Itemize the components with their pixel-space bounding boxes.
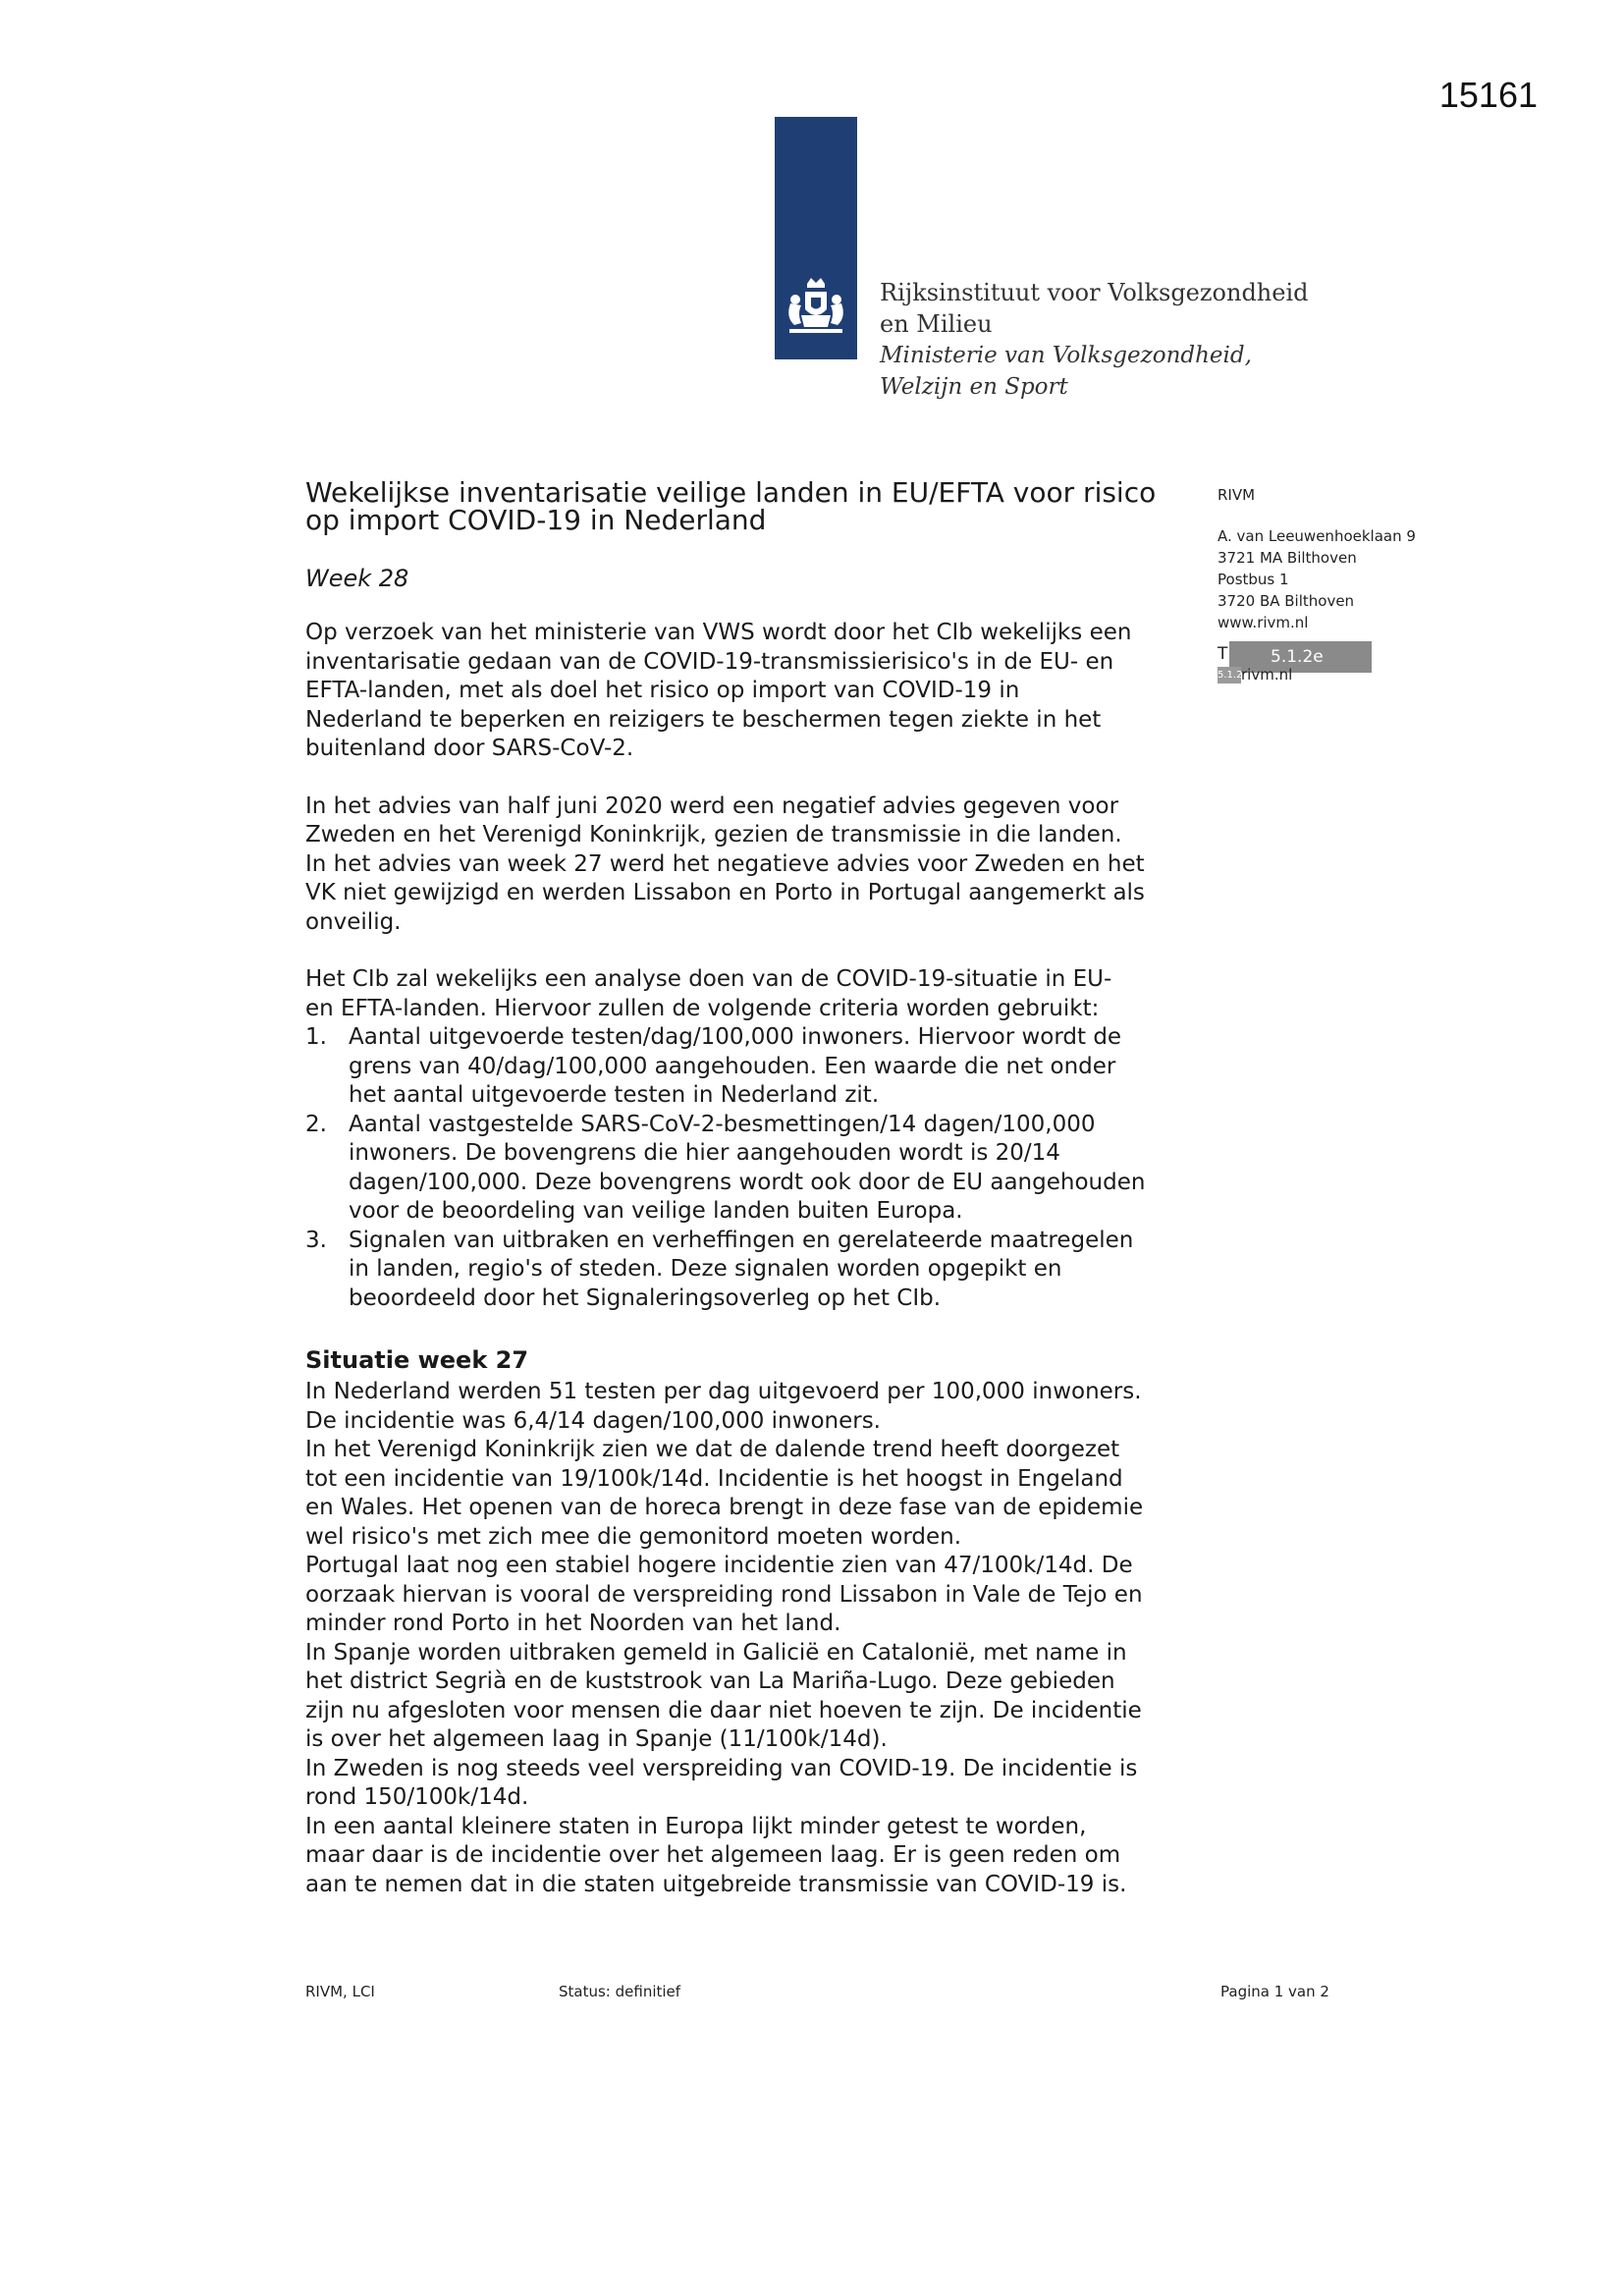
- document-title: [305, 476, 1194, 536]
- coat-of-arms-icon: [782, 274, 850, 341]
- text-line: en Wales. Het openen van de horeca brengt in deze fase van de epidemie: [305, 1495, 1144, 1520]
- text-line: Signalen van uitbraken en verheffingen en gerelateerde maatregelen: [349, 1227, 1134, 1253]
- sidebar-address-line: 3720 BA Bilthoven: [1218, 592, 1355, 610]
- text-line: In Zweden is nog steeds veel verspreiding van COVID-19. De incidentie is: [305, 1755, 1138, 1781]
- text-line: In Spanje worden uitbraken gemeld in Galicië en Catalonië, met name in: [305, 1639, 1127, 1666]
- text-line: Aantal vastgestelde SARS-CoV-2-besmettingen/14 dagen/100,000: [349, 1111, 1096, 1137]
- text-line: aan te nemen dat in die staten uitgebreide transmissie van COVID-19 is.: [305, 1871, 1127, 1897]
- text-line: is over het algemeen laag in Spanje (11/100k/14d).: [305, 1726, 888, 1752]
- text-line: Portugal laat nog een stabiel hogere incidentie zien van 47/100k/14d. De: [305, 1553, 1133, 1578]
- page-number: 15161: [1438, 75, 1538, 115]
- text-line: het aantal uitgevoerde testen in Nederland zit.: [349, 1082, 880, 1108]
- text-line: dagen/100,000. Deze bovengrens wordt ook door de EU aangehouden: [349, 1169, 1146, 1195]
- sidebar-address: [1218, 484, 1416, 685]
- footer-page-number: Pagina 1 van 2: [1220, 1983, 1329, 2000]
- phone-row: [1218, 641, 1416, 667]
- footer-org: RIVM, LCI: [305, 1983, 375, 2000]
- text-line: maar daar is de incidentie over het algemeen laag. Er is geen reden om: [305, 1842, 1121, 1868]
- criteria-item: [305, 1111, 1194, 1227]
- criteria-number: 3.: [305, 1227, 327, 1253]
- phone-label: T: [1218, 644, 1228, 664]
- text-line: voor de beoordeling van veilige landen buiten Europa.: [349, 1198, 963, 1224]
- sidebar-address-line: 3721 MA Bilthoven: [1218, 549, 1357, 567]
- criteria-text: [349, 1023, 1121, 1111]
- ministry-line-2: Welzijn en Sport: [880, 374, 1068, 400]
- text-line: Nederland te beperken en reizigers te beschermen tegen ziekte in het: [305, 706, 1102, 733]
- text-line: EFTA-landen, met als doel het risico op import van COVID-19 in: [305, 678, 1020, 703]
- text-line: VK niet gewijzigd en werden Lissabon en Porto in Portugal aangemerkt als: [305, 880, 1145, 905]
- text-line: In Nederland werden 51 testen per dag uitgevoerd per 100,000 inwoners.: [305, 1379, 1142, 1404]
- text-line: Zweden en het Verenigd Koninkrijk, gezien de transmissie in die landen.: [305, 822, 1122, 847]
- email-row: [1218, 664, 1416, 685]
- text-line: De incidentie was 6,4/14 dagen/100,000 inwoners.: [305, 1407, 881, 1434]
- footer-status: Status: definitief: [559, 1983, 681, 2000]
- text-line: rond 150/100k/14d.: [305, 1784, 529, 1810]
- criteria-text: [349, 1111, 1145, 1227]
- text-line: Op verzoek van het ministerie van VWS wordt door het CIb wekelijks een: [305, 620, 1132, 645]
- intro-paragraph: [305, 619, 1194, 764]
- text-line: In het advies van half juni 2020 werd een negatief advies gegeven voor: [305, 793, 1119, 819]
- criteria-intro-paragraph: [305, 965, 1194, 1023]
- text-line: grens van 40/dag/100,000 aangehouden. Een waarde die net onder: [349, 1053, 1116, 1079]
- main-content: [305, 476, 1194, 1899]
- text-line: inwoners. De bovengrens die hier aangehouden wordt is 20/14: [349, 1140, 1060, 1166]
- ministry-line-1: Ministerie van Volksgezondheid,: [880, 343, 1252, 368]
- sidebar-website: www.rivm.nl: [1218, 614, 1309, 631]
- text-line: en EFTA-landen. Hiervoor zullen de volgende criteria worden gebruikt:: [305, 995, 1100, 1021]
- text-line: zijn nu afgesloten voor mensen die daar niet hoeven te zijn. De incidentie: [305, 1697, 1142, 1723]
- text-line: in landen, regio's of steden. Deze signalen worden opgepikt en: [349, 1256, 1062, 1282]
- situation-paragraph: [305, 1378, 1194, 1899]
- text-line: beoordeeld door het Signaleringsoverleg op het CIb.: [349, 1285, 942, 1311]
- section-heading: Situatie week 27: [305, 1346, 529, 1374]
- criteria-list: [305, 1023, 1194, 1313]
- logo-bar: [775, 117, 857, 359]
- text-line: In het advies van week 27 werd het negatieve advies voor Zweden en het: [305, 850, 1145, 877]
- week-label: Week 28: [305, 565, 409, 592]
- email-domain: rivm.nl: [1241, 666, 1293, 683]
- text-line: Het CIb zal wekelijks een analyse doen van de COVID-19-situatie in EU-: [305, 966, 1112, 992]
- text-line: Aantal uitgevoerde testen/dag/100,000 inwoners. Hiervoor wordt de: [349, 1024, 1122, 1050]
- sidebar-address-line: A. van Leeuwenhoeklaan 9: [1218, 527, 1416, 545]
- criteria-item: [305, 1227, 1194, 1314]
- criteria-text: [349, 1227, 1133, 1314]
- text-line: inventarisatie gedaan van de COVID-19-transmissierisico's in de EU- en: [305, 648, 1114, 675]
- criteria-item: [305, 1023, 1194, 1111]
- title-line: op import COVID-19 in Nederland: [305, 504, 767, 536]
- text-line: tot een incidentie van 19/100k/14d. Incidentie is het hoogst in Engeland: [305, 1465, 1123, 1492]
- text-line: In het Verenigd Koninkrijk zien we dat de dalende trend heeft doorgezet: [305, 1437, 1120, 1462]
- text-line: minder rond Porto in het Noorden van het land.: [305, 1611, 841, 1636]
- sidebar-org: RIVM: [1218, 486, 1256, 504]
- text-line: wel risico's met zich mee die gemonitord moeten worden.: [305, 1523, 962, 1550]
- text-line: het district Segrià en de kuststrook van La Mariña-Lugo. Deze gebieden: [305, 1668, 1115, 1694]
- text-line: onveilig.: [305, 908, 402, 935]
- redaction-box: 5.1.2e: [1229, 641, 1372, 673]
- redaction-box: 5.1.2e: [1218, 667, 1241, 683]
- sidebar-postbus: Postbus 1: [1218, 571, 1289, 588]
- advice-paragraph: [305, 793, 1194, 938]
- title-line: Wekelijkse inventarisatie veilige landen in EU/EFTA voor risico: [305, 476, 1157, 509]
- org-line-2: en Milieu: [880, 310, 993, 338]
- criteria-number: 1.: [305, 1024, 327, 1050]
- text-line: oorzaak hiervan is vooral de verspreiding rond Lissabon in Vale de Tejo en: [305, 1581, 1143, 1608]
- text-line: In een aantal kleinere staten in Europa lijkt minder getest te worden,: [305, 1813, 1087, 1839]
- org-line-1: Rijksinstituut voor Volksgezondheid: [880, 279, 1309, 306]
- criteria-number: 2.: [305, 1111, 327, 1137]
- organization-name: [880, 277, 1309, 403]
- text-line: buitenland door SARS-CoV-2.: [305, 736, 634, 761]
